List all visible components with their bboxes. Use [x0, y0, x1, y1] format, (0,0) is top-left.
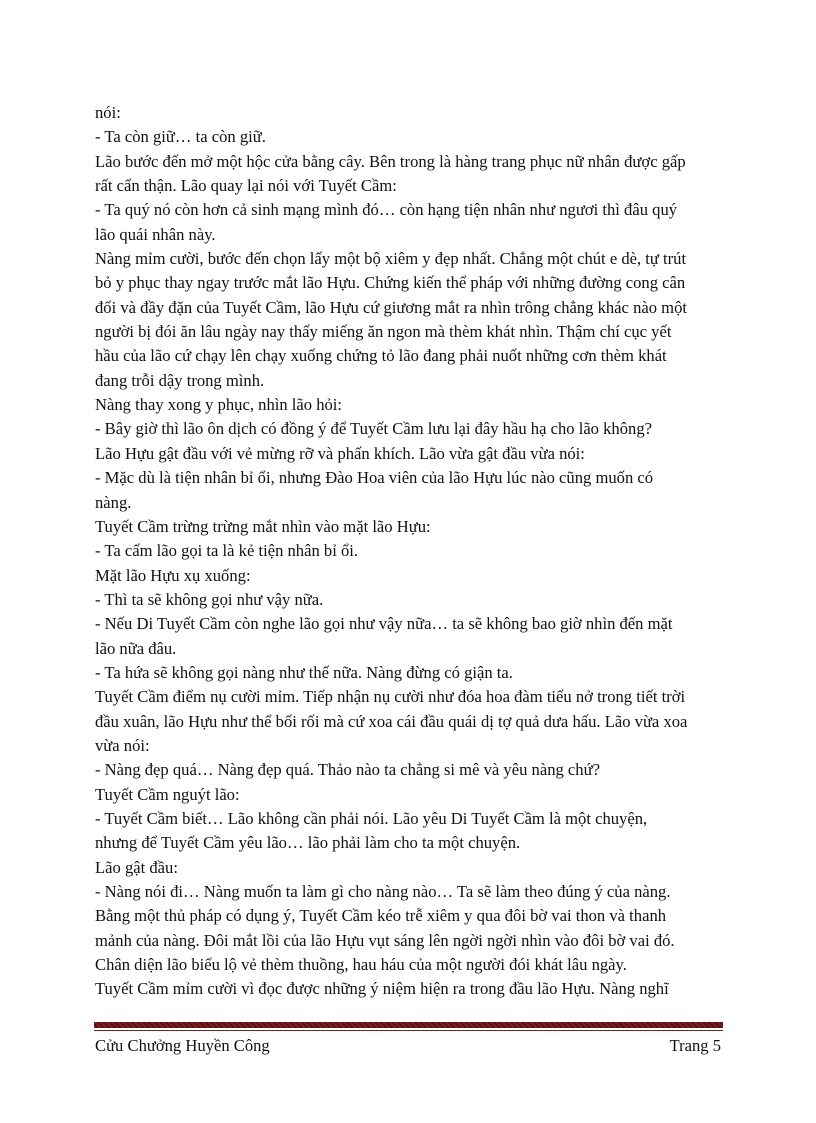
text-line: Tuyết Cầm nguýt lão: [95, 784, 240, 804]
text-line: - Bây giờ thì lão ôn dịch có đồng ý để Tuyết Cầm lưu lại đây hầu hạ cho lão không? [95, 419, 652, 439]
text-line: - Ta hứa sẽ không gọi nàng như thế nữa. Nàng đừng có giận ta. [95, 662, 513, 682]
text-line: nàng. [95, 492, 132, 512]
text-line: rất cẩn thận. Lão quay lại nói với Tuyết Cầm: [95, 176, 397, 196]
text-line: - Mặc dù là tiện nhân bỉ ổi, nhưng Đào Hoa viên của lão Hựu lúc nào cũng muốn có [95, 468, 654, 488]
text-line: - Tuyết Cầm biết… Lão không cần phải nói. Lão yêu Di Tuyết Cầm là một chuyện, [95, 808, 648, 828]
text-line: mảnh của nàng. Đôi mắt lồi của lão Hựu vụt sáng lên ngời ngời nhìn vào đôi bờ vai đó. [95, 930, 675, 950]
footer-page-number: Trang 5 [669, 1036, 721, 1055]
text-line: đang trỗi dậy trong mình. [95, 370, 265, 390]
text-line: vừa nói: [95, 735, 150, 755]
text-line: Lão bước đến mở một hộc cửa bằng cây. Bên trong là hàng trang phục nữ nhân được gấp [95, 151, 686, 171]
text-line: nhưng để Tuyết Cầm yêu lão… lão phải làm cho ta một chuyện. [95, 833, 521, 853]
text-line: bỏ y phục thay ngay trước mắt lão Hựu. Chứng kiến thể pháp với những đường cong cân [95, 273, 686, 293]
text-line: lão nữa đâu. [95, 638, 177, 658]
text-line: - Nếu Di Tuyết Cầm còn nghe lão gọi như vậy nữa… ta sẽ không bao giờ nhìn đến mặt [95, 614, 673, 634]
footer-divider [94, 1022, 723, 1028]
text-line: đầu xuân, lão Hựu như thể bối rối mà cứ xoa cái đầu quái dị tợ quả dưa hấu. Lão vừa xoa [95, 711, 688, 731]
text-line: - Ta cấm lão gọi ta là kẻ tiện nhân bỉ ổi. [95, 541, 359, 561]
text-line: Chân diện lão biểu lộ vẻ thèm thuồng, hau háu của một người đói khát lâu ngày. [95, 955, 627, 975]
text-line: hầu của lão cứ chạy lên chạy xuống chứng tỏ lão đang phải nuốt những cơn thèm khát [95, 346, 667, 366]
text-line: Lão Hựu gật đầu với vẻ mừng rỡ và phấn khích. Lão vừa gật đầu vừa nói: [95, 443, 585, 463]
text-line: đối và đầy đặn của Tuyết Cầm, lão Hựu cứ giương mắt ra nhìn trông chẳng khác nào một [95, 297, 687, 317]
text-line: Bằng một thủ pháp có dụng ý, Tuyết Cầm kéo trễ xiêm y qua đôi bờ vai thon và thanh [95, 906, 667, 926]
text-line: Tuyết Cầm trừng trừng mắt nhìn vào mặt lão Hựu: [95, 516, 431, 536]
text-line: người bị đói ăn lâu ngày nay thấy miếng ăn ngon mà thèm khát nhìn. Thậm chí cục yết [95, 322, 672, 342]
text-line: Nàng mỉm cười, bước đến chọn lấy một bộ xiêm y đẹp nhất. Chẳng một chút e dè, tự trút [95, 249, 687, 269]
text-line: Tuyết Cầm mỉm cười vì đọc được những ý niệm hiện ra trong đầu lão Hựu. Nàng nghĩ [95, 979, 669, 999]
page-body [95, 101, 725, 1002]
text-line: nói: [95, 103, 121, 122]
text-line: Tuyết Cầm điểm nụ cười mỉm. Tiếp nhận nụ cười như đóa hoa đàm tiếu nở trong tiết trời [95, 687, 686, 707]
text-line: - Nàng nói đi… Nàng muốn ta làm gì cho nàng nào… Ta sẽ làm theo đúng ý của nàng. [95, 882, 671, 901]
text-line: Lão gật đầu: [95, 857, 178, 877]
text-line: lão quái nhân này. [95, 224, 216, 244]
text-line: - Thì ta sẽ không gọi như vậy nữa. [95, 589, 324, 609]
text-line: - Nàng đẹp quá… Nàng đẹp quá. Thảo nào ta chẳng si mê và yêu nàng chứ? [95, 760, 600, 780]
text-line: - Ta còn giữ… ta còn giữ. [95, 127, 266, 147]
text-line: - Ta quý nó còn hơn cả sinh mạng mình đó… còn hạng tiện nhân như ngươi thì đâu quý [95, 200, 678, 220]
text-line: Mặt lão Hựu xụ xuống: [95, 565, 251, 585]
footer-book-title: Cửu Chưởng Huyền Công [95, 1036, 270, 1055]
text-line: Nàng thay xong y phục, nhìn lão hỏi: [95, 395, 343, 415]
footer-divider-thin [94, 1030, 723, 1031]
